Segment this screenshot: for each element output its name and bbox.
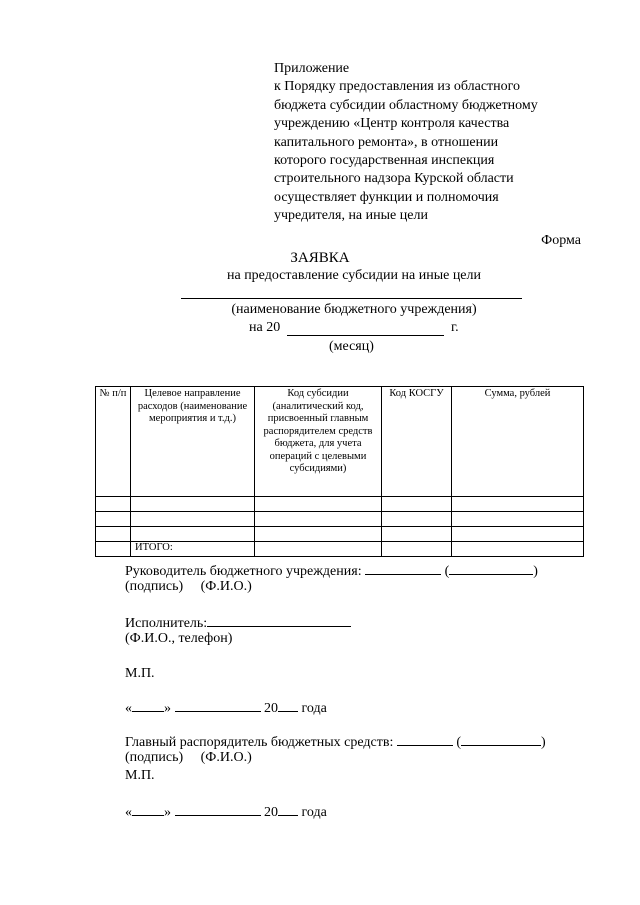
date-line bbox=[125, 801, 327, 822]
table-row bbox=[96, 512, 584, 527]
year-blank[interactable] bbox=[278, 801, 298, 816]
head-signature-line: Руководитель бюджетного учреждения: ( ) bbox=[125, 560, 538, 581]
document-title: ЗАЯВКА bbox=[290, 250, 350, 266]
appendix-line: к Порядку предоставления из областного bbox=[274, 79, 521, 95]
table-cell bbox=[255, 527, 382, 542]
table-cell bbox=[96, 542, 131, 557]
table-cell bbox=[131, 512, 255, 527]
manager-label: Главный распорядитель бюджетных средств: bbox=[125, 735, 394, 750]
month-caption: (месяц) bbox=[329, 339, 374, 354]
month-blank[interactable] bbox=[175, 801, 261, 816]
table-cell bbox=[96, 512, 131, 527]
date-quote-open: « bbox=[125, 805, 132, 820]
table-cell bbox=[452, 542, 584, 557]
table-total-row bbox=[96, 542, 584, 557]
day-blank[interactable] bbox=[132, 801, 164, 816]
appendix-line: которого государственная инспекция bbox=[274, 153, 495, 169]
column-header: № п/п bbox=[96, 387, 131, 497]
day-blank[interactable] bbox=[132, 697, 164, 712]
head-signature-blank[interactable] bbox=[365, 560, 441, 575]
stamp-mark: М.П. bbox=[125, 768, 155, 783]
head-name-blank[interactable] bbox=[449, 560, 533, 575]
document-subtitle: на предоставление субсидии на иные цели bbox=[226, 268, 482, 283]
manager-name-blank[interactable] bbox=[461, 731, 541, 746]
table-row bbox=[96, 527, 584, 542]
period-line bbox=[287, 335, 444, 336]
appendix-line: капитального ремонта», в отношении bbox=[274, 134, 499, 150]
head-caption: (подпись) (Ф.И.О.) bbox=[125, 579, 252, 594]
column-header: Целевое направление расходов (наименование мероприятия и т.д.) bbox=[131, 387, 255, 497]
date-quote-open: « bbox=[125, 701, 132, 716]
period-suffix: г. bbox=[451, 320, 459, 335]
appendix-line: бюджета субсидии областному бюджетному bbox=[274, 97, 538, 113]
month-blank[interactable] bbox=[175, 697, 261, 712]
manager-signature-blank[interactable] bbox=[397, 731, 453, 746]
form-label: Форма bbox=[541, 233, 581, 248]
manager-signature-line: Главный распорядитель бюджетных средств: ( ) bbox=[125, 731, 546, 752]
table-cell bbox=[96, 527, 131, 542]
table-header-row bbox=[96, 387, 584, 497]
table-cell bbox=[255, 542, 382, 557]
year-blank[interactable] bbox=[278, 697, 298, 712]
appendix-note bbox=[274, 60, 538, 226]
manager-caption: (подпись) (Ф.И.О.) bbox=[125, 750, 252, 765]
table-cell bbox=[255, 497, 382, 512]
column-header: Код субсидии (аналитический код, присвоенный главным распорядителем средств бюджета, для учета операций с целевыми субсидиями) bbox=[255, 387, 382, 497]
table-cell bbox=[382, 497, 452, 512]
year-prefix: 20 bbox=[264, 805, 278, 820]
appendix-line: учреждению «Центр контроля качества bbox=[274, 116, 510, 132]
executor-label: Исполнитель: bbox=[125, 616, 208, 631]
date-quote-close: » bbox=[164, 701, 171, 716]
column-header: Сумма, рублей bbox=[452, 387, 584, 497]
table-cell bbox=[452, 512, 584, 527]
appendix-line: строительного надзора Курской области bbox=[274, 171, 514, 187]
table-cell bbox=[96, 497, 131, 512]
head-label: Руководитель бюджетного учреждения: bbox=[125, 564, 362, 579]
appendix-line: осуществляет функции и полномочия bbox=[274, 189, 499, 205]
date-line bbox=[125, 697, 327, 718]
period-prefix: на 20 bbox=[249, 320, 281, 335]
appendix-line: Приложение bbox=[274, 61, 350, 76]
year-suffix: года bbox=[301, 701, 327, 716]
year-prefix: 20 bbox=[264, 701, 278, 716]
table-cell bbox=[452, 497, 584, 512]
stamp-mark: М.П. bbox=[125, 666, 155, 681]
year-suffix: года bbox=[301, 805, 327, 820]
executor-caption: (Ф.И.О., телефон) bbox=[125, 631, 233, 646]
institution-caption: (наименование бюджетного учреждения) bbox=[231, 302, 477, 317]
table-cell bbox=[452, 527, 584, 542]
table-row bbox=[96, 497, 584, 512]
total-label: ИТОГО: bbox=[131, 542, 255, 557]
table-cell bbox=[131, 497, 255, 512]
institution-name-line bbox=[181, 298, 522, 299]
date-quote-close: » bbox=[164, 805, 171, 820]
table-cell bbox=[382, 542, 452, 557]
table-cell bbox=[382, 527, 452, 542]
table-cell bbox=[382, 512, 452, 527]
executor-blank[interactable] bbox=[207, 612, 351, 627]
subsidy-table bbox=[95, 386, 584, 557]
column-header: Код КОСГУ bbox=[382, 387, 452, 497]
table-cell bbox=[255, 512, 382, 527]
appendix-line: учредителя, на иные цели bbox=[274, 208, 428, 224]
table-cell bbox=[131, 527, 255, 542]
